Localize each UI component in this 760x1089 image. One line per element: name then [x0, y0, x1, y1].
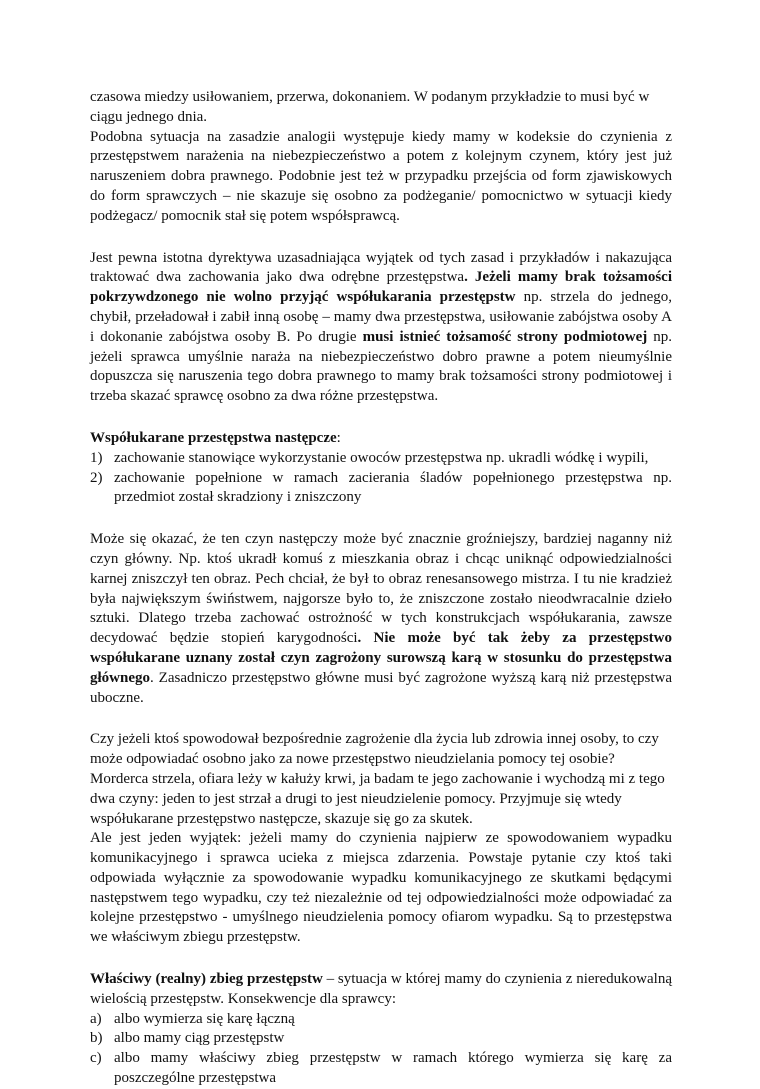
- paragraph-7: Właściwy (realny) zbieg przestępstw – sytuacja w której mamy do czynienia z nieredukowalną wielością przestępstw. Konsekwencje dla sprawcy:: [90, 971, 672, 1007]
- list-item: c) albo mamy właściwy zbieg przestępstw w ramach którego wymierza się karę za poszczególne przestępstwa: [90, 1050, 672, 1087]
- list-item: a) albo wymierza się karę łączną: [90, 1010, 295, 1027]
- list-item: 1) zachowanie stanowiące wykorzystanie owoców przestępstwa np. ukradli wódkę i wypili,: [90, 449, 649, 466]
- paragraph-2: Podobna sytuacja na zasadzie analogii występuje kiedy mamy w kodeksie do czynienia z przestępstwem narażenia na niebezpieczeństwo a potem z kolejnym czynem, który jest już naruszeniem dobra prawnego. Podobnie jest też w przypadku przejścia od form zjawiskowych do form sprawczych – nie skazuje się osobno za podżeganie/ pomocnictwo w sytuacji kiedy podżegacz/ pomocnik stał się potem współsprawcą.: [90, 128, 672, 224]
- bold-phrase: Właściwy (realny) zbieg przestępstw: [90, 971, 323, 988]
- bold-phrase: . Nie może być tak żeby za przestępstwo współukarane uznany został czyn zagrożony surowszą karą w stosunku do przestępstwa głównego: [90, 630, 673, 686]
- bold-phrase: . Jeżeli mamy brak tożsamości pokrzywdzonego nie wolno przyjąć współukarania przestępstw: [90, 269, 672, 306]
- paragraph-6: Ale jest jeden wyjątek: jeżeli mamy do czynienia najpierw ze spowodowaniem wypadku komunikacyjnego i sprawca ucieka z miejsca zdarzenia. Powstaje pytanie czy ktoś taki odpowiada wyłącznie za spowodowanie wypadku komunikacyjnego ze skutkami będącymi następstwem tego wypadku, czy też niezależnie od tej odpowiedzialności może odpowiadać za kolejne przestępstwo - umyślnego nieudzielenia pomocy ofiarom wypadku. Są to przestępstwa we właściwym zbiegu przestępstw.: [90, 830, 672, 946]
- list-item: b) albo mamy ciąg przestępstw: [90, 1030, 285, 1047]
- numbered-list: [90, 449, 672, 508]
- list-item: 2) zachowanie popełnione w ramach zacierania śladów popełnionego przestępstwa np. przedmiot został skradziony i zniszczony: [90, 469, 672, 506]
- paragraph-4: Może się okazać, że ten czyn następczy może być znacznie groźniejszy, bardziej naganny niż czyn główny. Np. ktoś ukradł komuś z mieszkania obraz i chcąc uniknąć odpowiedzialności karnej zniszczył ten obraz. Pech chciał, że był to obraz renesansowego mistrza. I tu nie kradzież była największym świństwem, najgorsze było to, że zniszczone zostało nieodwracalnie dzieło sztuki. Dlatego trzeba zachować ostrożność w tych konstrukcjach współukarania, zawsze decydować będzie stopień karygodności. Nie może być tak żeby za przestępstwo współukarane uznany został czyn zagrożony surowszą karą w stosunku do przestępstwa głównego. Zasadniczo przestępstwo główne musi być zagrożone wyższą karą niż przestępstwa uboczne.: [90, 531, 673, 706]
- paragraph-1: czasowa miedzy usiłowaniem, przerwa, dokonaniem. W podanym przykładzie to musi być w ciągu jednego dnia.: [90, 89, 650, 125]
- bold-phrase: musi istnieć tożsamość strony podmiotowej: [362, 328, 648, 345]
- section-heading: Współukarane przestępstwa następcze:: [90, 429, 341, 446]
- lettered-list: [90, 1010, 672, 1089]
- paragraph-5: Czy jeżeli ktoś spowodował bezpośrednie zagrożenie dla życia lub zdrowia innej osoby, to czy może odpowiadać osobno jako za nowe przestępstwo nieudzielania pomocy tej osobie? Morderca strzela, ofiara leży w kałuży krwi, ja badam te jego zachowanie i wychodzą mi z tego dwa czyny: jeden to jest strzał a drugi to jest nieudzielenie pomocy. Przyjmuje się wtedy współukarane przestępstwo następcze, skazuje się go za skutek.: [90, 731, 665, 827]
- paragraph-3: Jest pewna istotna dyrektywa uzasadniająca wyjątek od tych zasad i przykładów i nakazująca traktować dwa zachowania jako dwa odrębne przestępstwa. Jeżeli mamy brak tożsamości pokrzywdzonego nie wolno przyjąć współukarania przestępstw np. strzela do jednego, chybił, przeładował i zabił inną osobę – mamy dwa przestępstwa, usiłowanie zabójstwa osoby A i dokonanie zabójstwa osoby B. Po drugie musi istnieć tożsamość strony podmiotowej np. jeżeli sprawca umyślnie naraża na niebezpieczeństwo dobro prawne a potem nieumyślnie dopuszcza się naruszenia tego dobra prawnego to mamy brak tożsamości strony podmiotowej i trzeba skazać sprawcę osobno za dwa różne przestępstwa.: [90, 249, 673, 405]
- document-page: [90, 88, 672, 1089]
